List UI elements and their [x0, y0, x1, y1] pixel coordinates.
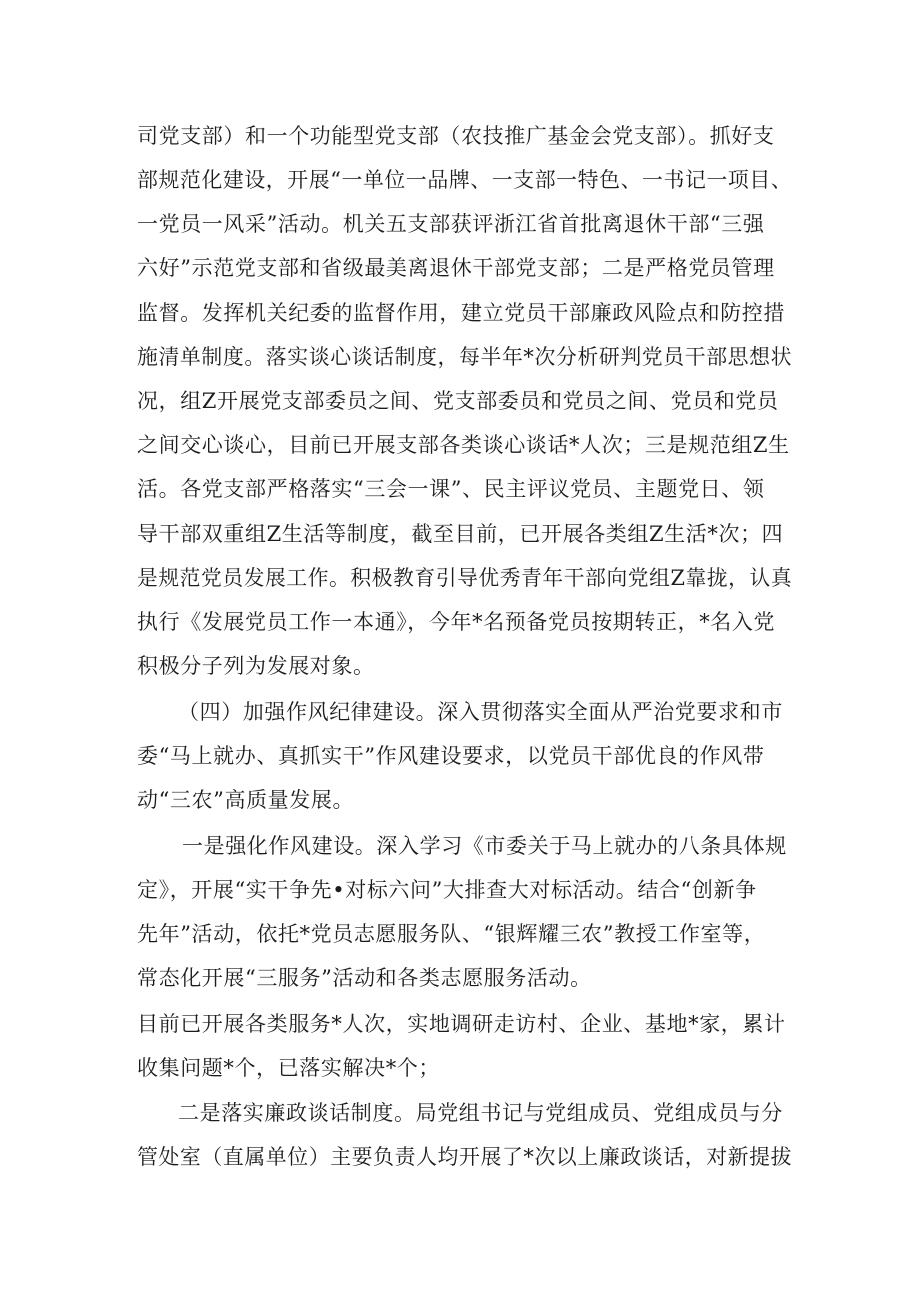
text-line: 施清单制度。落实谈心谈话制度，每半年*次分析研判党员干部思想状 [137, 345, 793, 369]
text-line: 管处室（直属单位）主要负责人均开展了*次以上廉政谈话，对新提拔 [137, 1145, 793, 1169]
section-heading-line: （四）加强作风纪律建设。深入贯彻落实全面从严治党要求和市 [178, 700, 783, 724]
text-line: 司党支部）和一个功能型党支部（农技推广基金会党支部）。抓好支 [137, 124, 775, 148]
text-line: 之间交心谈心，目前已开展支部各类谈心谈话*人次；三是规范组Z生 [137, 433, 790, 457]
text-line: 一是强化作风建设。深入学习《市委关于马上就办的八条具体规 [182, 834, 787, 858]
text-line: 监督。发挥机关纪委的监督作用，建立党员干部廉政风险点和防控措 [137, 301, 785, 325]
text-line: 先年”活动，依托*党员志愿服务队、“银辉耀三农”教授工作室等， [137, 922, 766, 946]
text-line: 目前已开展各类服务*人次，实地调研走访村、企业、基地*家，累计 [137, 1012, 786, 1036]
text-line: 执行《发展党员工作一本通》，今年*名预备党员按期转正，*名入党 [137, 610, 776, 634]
text-line: 收集问题*个，已落实解决*个； [137, 1056, 440, 1080]
text-line: 部规范化建设，开展“一单位一品牌、一支部一特色、一书记一项目、 [137, 168, 793, 192]
text-line: 一党员一风采”活动。机关五支部获评浙江省首批离退休干部“三强 [137, 212, 765, 236]
text-line: 是规范党员发展工作。积极教育引导优秀青年干部向党组Z靠拢，认真 [137, 566, 793, 590]
text-line: 动“三农”高质量发展。 [137, 788, 355, 812]
text-line: 六好”示范党支部和省级最美离退休干部党支部；二是严格党员管理 [137, 256, 775, 280]
text-line: 常态化开展“三服务”活动和各类志愿服务活动。 [137, 966, 592, 990]
text-line: 导干部双重组Z生活等制度，截至目前，已开展各类组Z生活*次；四 [137, 522, 784, 546]
text-line: 况，组Z开展党支部委员之间、党支部委员和党员之间、党员和党员 [137, 389, 779, 413]
text-line: 积极分子列为发展对象。 [137, 654, 375, 678]
text-line: 定》，开展“实干争先•对标六问”大排查大对标活动。结合“创新争 [137, 878, 757, 902]
text-line: 委“马上就办、真抓实干”作风建设要求，以党员干部优良的作风带 [137, 744, 765, 768]
text-line: 活。各党支部严格落实“三会一课”、民主评议党员、主题党日、领 [137, 477, 765, 501]
text-line: 二是落实廉政谈话制度。局党组书记与党组成员、党组成员与分 [178, 1101, 783, 1125]
